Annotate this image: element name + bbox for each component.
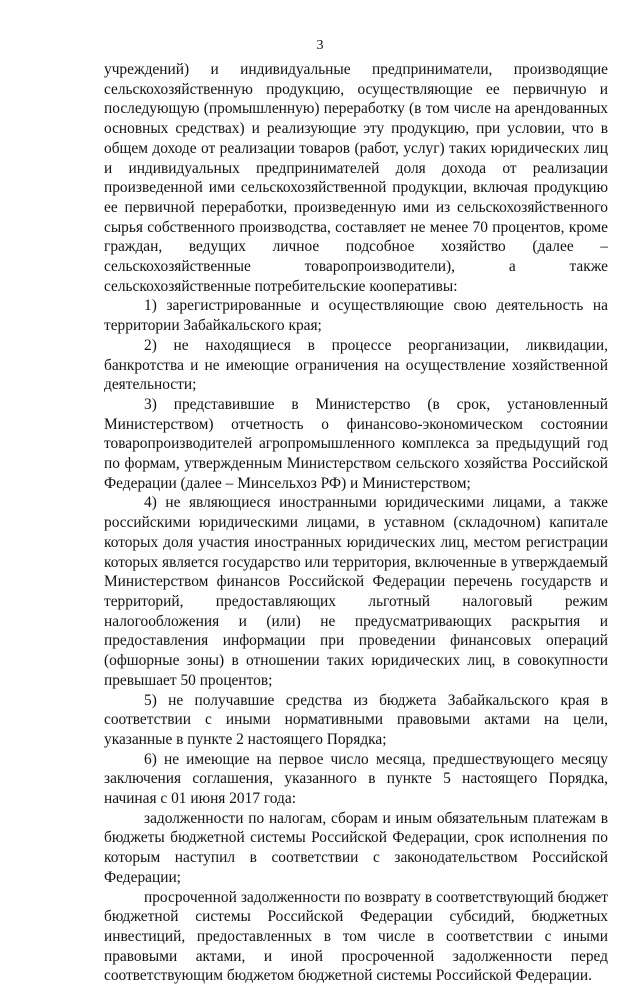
paragraph-item-1: 1) зарегистрированные и осуществляющие свою деятельность на территории Забайкальского края; — [104, 297, 608, 335]
paragraph-item-5: 5) не получавшие средства из бюджета Забайкальского края в соответствии с иными нормативными правовыми актами на цели, указанные в пункте 2 настоящего Порядка; — [104, 691, 608, 748]
paragraph-item-2: 2) не находящиеся в процессе реорганизации, ликвидации, банкротства и не имеющие ограничения на осуществление хозяйственной деятельности; — [104, 336, 608, 394]
paragraph-item-6: 6) не имеющие на первое число месяца, предшествующего месяцу заключения соглашения, указанного в пункте 5 настоящего Порядка, начиная с 01 июня 2017 года: — [104, 750, 608, 808]
paragraph-item-3: 3) представившие в Министерство (в срок, установленный Министерством) отчетность о финансово-экономическом состоянии товаропроизводителей агропромышленного комплекса за предыдущий год по формам, утвержденным Министерством сельского хозяйства Российской Федерации (далее – Минсельхоз РФ) и Министерством; — [104, 395, 608, 492]
paragraph-overdue: просроченной задолженности по возврату в соответствующий бюджет бюджетной системы Российской Федерации субсидий, бюджетных инвестиций, предоставленных в том числе в соответствии с иными правовыми актами, и иной просроченной задолженности перед соответствующим бюджетом бюджетной системы Российской Федерации. — [104, 888, 608, 985]
paragraph-taxes: задолженности по налогам, сборам и иным обязательным платежам в бюджеты бюджетной системы Российской Федерации, срок исполнения по которым наступил в соответствии с законодательством Российской Федерации; — [104, 809, 608, 886]
document-body — [104, 60, 608, 986]
paragraph-intro: учреждений) и индивидуальные предприниматели, производящие сельскохозяйственную продукцию, осуществляющие ее первичную и последующую (промышленную) переработку (в том числе на арендованных основных средствах) и реализующие эту продукцию, при условии, что в общем доходе от реализации товаров (работ, услуг) таких юридических лиц и индивидуальных предпринимателей доля дохода от реализации произведенной ими сельскохозяйственной продукции, включая продукцию ее первичной переработки, произведенную ими из сельскохозяйственного сырья собственного производства, составляет не менее 70 процентов, кроме граждан, ведущих личное подсобное хозяйство (далее – сельскохозяйственные товаропроизводители), а также сельскохозяйственные потребительские кооперативы: — [104, 61, 608, 295]
page-number: 3 — [316, 38, 324, 53]
paragraph-item-4: 4) не являющиеся иностранными юридическими лицами, а также российскими юридическими лицами, в уставном (складочном) капитале которых доля участия иностранных юридических лиц, местом регистрации которых является государство или территория, включенные в утверждаемый Министерством финансов Российской Федерации перечень государств и территорий, предоставляющих льготный налоговый режим налогообложения и (или) не предусматривающих раскрытия и предоставления информации при проведении финансовых операций (офшорные зоны) в отношении таких юридических лиц, в совокупности превышает 50 процентов; — [104, 494, 608, 689]
